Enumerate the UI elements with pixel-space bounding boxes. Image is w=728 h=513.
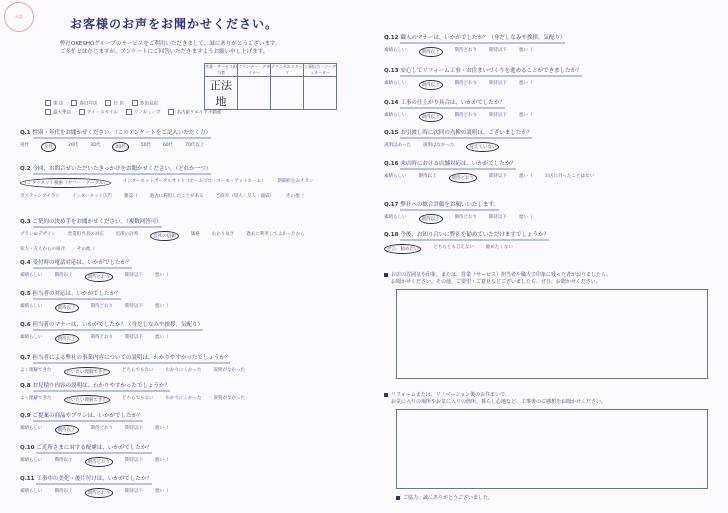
answer-options [384,244,549,254]
answer-option[interactable]: 素晴らしい [20,273,43,278]
answer-option[interactable]: 期待どおり [85,272,114,282]
question-q1 [20,128,211,152]
shop-checkbox[interactable]: リノキューブ [126,109,160,116]
answer-option[interactable]: 期待以上 [55,334,79,344]
question-number: Q.3 [20,219,33,225]
answer-option[interactable]: 悪い（ [155,458,169,463]
answer-option[interactable]: 悪い（ [155,335,169,340]
answer-option[interactable]: 男性 [20,143,29,148]
question-text: ご提案の商品やプランは、いかがでしたか？ [33,413,143,422]
answer-options [384,142,532,152]
answer-options [20,488,169,498]
answer-option[interactable]: 悪い（ [519,215,533,220]
shop-checkbox[interactable]: 春日井店 [71,100,97,107]
question-q5 [20,289,169,313]
answer-option[interactable]: 40代 [112,142,128,152]
question-number: Q.17 [384,202,401,208]
question-text: 職人のマナーは、いかがでしたか？（身だしなみや挨拶、気配り） [400,35,565,44]
answer-option[interactable]: 期待以上 [419,80,443,90]
answer-option[interactable]: その他（ [286,194,305,199]
square-bullet-icon [396,496,400,500]
answer-option[interactable]: 悪い（ [519,113,533,118]
question-number: Q.1 [20,130,33,136]
answer-option[interactable]: 期待どおり [90,335,113,340]
answer-option[interactable]: 期待以下 [125,335,143,340]
shop-checkbox[interactable]: 東 店 [45,100,63,107]
answer-option[interactable]: インターネットポータルサイト（ホームプロ・スーモ・アットホーム） [122,179,266,184]
answer-options [20,367,245,377]
answer-option[interactable]: 期待どおり [454,81,477,86]
answer-option[interactable]: どちらでもない [122,368,154,373]
answer-option[interactable]: 素晴らしい [384,48,407,53]
answer-options [20,178,340,199]
footer-thanks: ご協力、誠にありがとうございました。 [396,494,493,501]
answer-option[interactable]: 素晴らしい [384,215,407,220]
question-q2 [20,164,340,199]
answer-options [20,395,245,405]
answer-option[interactable]: 期待以上 [419,47,443,57]
answer-option[interactable]: 期待どおり [85,457,114,467]
question-text: 担当者による弊社の事業内容についての説明は、わかりやすかったでしょうか？ [33,355,231,364]
answer-option[interactable]: 素晴らしい [384,113,407,118]
answer-option[interactable]: 期待以上 [419,112,443,122]
answer-option[interactable]: 期待以下 [489,48,507,53]
answer-option[interactable]: 期待以下 [125,458,143,463]
answer-option[interactable]: 期待どおり [90,304,113,309]
answer-option[interactable]: 過去に利用したことがある [149,194,204,199]
shop-checkbox[interactable]: 日 店 [105,100,123,107]
staff-cell[interactable] [304,77,337,110]
answer-option[interactable]: 期待以上 [54,273,73,278]
answer-option[interactable]: インターネット広告 [71,194,113,199]
answer-options [384,214,533,224]
answer-option[interactable]: ご紹介（知人・友人・親戚） [215,194,275,199]
answer-option[interactable]: ポスティングチラシ [20,194,60,199]
answer-option[interactable]: 期待どおり [454,215,477,220]
question-number: Q.16 [384,161,401,167]
answer-option[interactable]: 70代以上 [185,143,205,148]
question-number: Q.9 [20,413,33,419]
answer-option[interactable]: 近所の評判 [115,232,139,237]
comment-box-2[interactable] [396,409,708,489]
question-heading [384,200,533,208]
answer-option[interactable]: 悪い（ [155,304,169,309]
question-q3 [20,217,340,252]
answer-option[interactable]: わかりにくかった [165,368,202,373]
answer-option[interactable]: 期待以下 [125,489,143,494]
answer-option[interactable]: よく理解できた [20,368,52,373]
question-heading [384,230,549,238]
answer-options [20,231,340,252]
question-text: 安心してリフォーム工事・お住まいづくりを進めることができましたか？ [400,68,581,77]
question-text: 工事中の美化・後片付けは、いかがでしたか？ [36,476,152,485]
question-number: Q.11 [20,476,37,482]
answer-option[interactable]: わかりにくかった [165,396,202,401]
answer-option[interactable]: 女性 [41,142,56,152]
comment-prompt-2: リフォームまたは、リノベーション後のお住まいで、 お気に入りの場所やお気に入りの箇所、暮らし心地など、工事後のご感想をお聞かせください。 [384,392,606,406]
question-number: Q.6 [20,322,33,328]
question-q10 [20,443,169,467]
answer-options [384,80,582,90]
answer-option[interactable]: どちらとも言えない [433,245,474,250]
answer-option[interactable]: 悪い（ [155,273,169,278]
answer-option[interactable]: 素晴らしい [20,426,43,431]
answer-option[interactable]: わかり易さ [211,232,235,237]
answer-option[interactable]: 期待以上 [54,458,73,463]
question-text: 来店時における店舗対応は、いかがでしたか？ [400,161,516,170]
answer-option[interactable]: 20代 [68,143,79,148]
question-q6 [20,320,203,344]
approval-stamp: 承認 [4,2,34,32]
answer-options [20,425,169,435]
answer-option[interactable]: 勧めたくない [485,245,513,250]
answer-option[interactable]: 期待以下 [489,174,507,179]
question-text: 今後、お知り合いに弊社を勧めていただけますでしょうか？ [400,232,549,241]
question-q8 [20,381,245,405]
answer-option[interactable]: 素晴らしい [20,458,43,463]
staff-header: テクニカルスタッフ [271,64,303,75]
square-bullet-icon [384,393,388,397]
handwritten-name: 正法地 [210,79,232,108]
question-number: Q.2 [20,166,33,172]
answer-option[interactable]: 期待以下 [489,215,507,220]
answer-option[interactable]: お店に行ったことはない [544,174,594,179]
answer-option[interactable]: 期待以下 [125,304,143,309]
question-text: ご契約の決め手をお聞かせください。（複数回答可） [33,219,162,228]
answer-option[interactable]: 期待以上 [55,303,79,313]
question-heading [20,289,169,297]
question-heading [20,217,340,225]
answer-option[interactable]: 期待どおり [449,173,478,183]
answer-options [20,142,211,152]
answer-option[interactable]: 雑誌（ [124,194,138,199]
survey-title: お客様のお声をお聞かせください。 [70,17,279,31]
answer-option[interactable]: 期待以上 [54,489,73,494]
question-number: Q.14 [384,100,401,106]
answer-options [384,112,533,122]
answer-option[interactable]: 素晴らしい [20,304,43,309]
answer-option[interactable]: その他（ [77,247,95,252]
square-bullet-icon [384,273,388,277]
staff-table [204,63,337,110]
question-q18 [384,230,549,254]
answer-option[interactable]: 30代 [90,143,101,148]
question-text: 受付時の電話対応は、いかがでしたか？ [33,260,132,269]
intro-text [60,40,340,56]
question-text: 担当者の対応は、いかがでしたか？ [33,291,121,300]
answer-option[interactable]: よく理解できた [20,396,52,401]
question-number: Q.8 [20,383,33,389]
answer-option[interactable]: 期待どおり [90,426,113,431]
staff-cell[interactable] [238,77,271,110]
answer-option[interactable]: 期待以下 [489,113,507,118]
answer-option[interactable]: 期待どおり [454,48,477,53]
answer-option[interactable]: 期待以下 [125,426,143,431]
question-heading [20,164,340,172]
question-heading [384,159,594,167]
answer-options [20,272,169,282]
question-q12 [384,33,565,57]
question-q9 [20,411,169,435]
answer-option[interactable]: 知人・友人からの紹介 [20,247,65,252]
answer-option[interactable]: 期待以上 [55,425,79,435]
answer-option[interactable]: ぜひ、勧めたい [384,244,421,254]
staff-header: プランナー・デザイナー [238,64,270,75]
comment-prompt-1: お店の雰囲気や印象、または、営業（サービス）担当者や職人で印象に残った者がおりましたら、 お聞かせください。その他、ご要望・ご意見などございましたら、ぜひ、お聞かせください。 [384,272,611,286]
question-number: Q.13 [384,68,401,74]
answer-option[interactable]: 素晴らしい [384,174,407,179]
answer-option[interactable]: 期待どおり [454,113,477,118]
question-heading [20,474,169,482]
question-number: Q.18 [384,232,401,238]
answer-option[interactable]: だいたい理解できた [64,395,111,405]
question-q11 [20,474,169,498]
question-text: 工事の仕上がり具合は、いかがでしたか？ [400,100,505,109]
answer-option[interactable]: 過去に利用してよかったから [246,232,305,237]
question-number: Q.7 [20,355,33,361]
answer-option[interactable]: 悪い（ [519,81,533,86]
intro-line: 弊社OKESHOグループのサービスをご利用いただきまして、誠にありがとうございます。 [60,41,281,47]
answer-option[interactable]: 営業担当者の対応 [67,232,104,237]
answer-option[interactable]: 悪い（ [519,48,533,53]
shop-checkbox[interactable]: 最大季店 [45,109,71,116]
answer-options [384,47,565,57]
question-heading [20,411,169,419]
answer-option[interactable]: 期待以下 [489,81,507,86]
staff-header: 工事担当・コーディネーター [304,64,336,75]
answer-option[interactable]: 素晴らしい [20,489,43,494]
answer-options [20,303,169,313]
answer-option[interactable]: 素晴らしい [384,81,407,86]
question-number: Q.12 [384,35,401,41]
shop-checkbox[interactable]: アイ・スタイル [79,109,118,116]
question-q7 [20,353,245,377]
answer-option[interactable]: だいたい理解できた [64,367,111,377]
shop-checkboxes [45,100,221,117]
answer-option[interactable]: 期待以下 [125,273,143,278]
answer-options [20,457,169,467]
question-heading [20,320,203,328]
answer-option[interactable]: 素晴らしい [20,335,43,340]
staff-header: 営業・サービス担当者 [205,64,237,75]
question-heading [384,66,582,74]
answer-option[interactable]: 価格 [190,232,200,237]
answer-option[interactable]: 説明はなかった [422,143,455,148]
question-q4 [20,258,169,282]
question-text: 弊社への総合評価をお願いいたします。 [400,202,499,211]
answer-option[interactable]: プランorデザイン [20,232,56,237]
comment-box-1[interactable] [396,289,708,379]
answer-option[interactable]: 説明はあった [384,143,411,148]
question-heading [384,128,532,136]
question-text: 担当者のマナーは、いかがでしたか？（身だしなみや挨拶、気配り） [33,322,204,331]
question-q15 [384,128,532,152]
question-heading [20,381,245,389]
answer-option[interactable]: 期待以上 [418,174,437,179]
answer-option[interactable]: どちらでもない [122,396,154,401]
question-q17 [384,200,533,224]
question-heading [20,353,245,361]
question-heading [384,33,565,41]
question-text: 性別・年代をお聞かせください。（このアンケートをご記入いただく方） [33,130,211,139]
answer-options [384,173,594,183]
question-number: Q.15 [384,130,401,136]
answer-option[interactable]: 悪い（ [519,174,533,179]
answer-option[interactable]: 説明がなかった [213,368,245,373]
answer-option[interactable]: 覚えていない [466,142,499,152]
question-q14 [384,98,533,122]
question-heading [384,98,533,106]
answer-option[interactable]: 期待以上 [419,214,443,224]
question-q13 [384,66,582,90]
intro-line: ご多忙とは存じますが、アンケートにご回答いただきますようお願い申し上げます。 [60,49,269,55]
question-number: Q.5 [20,291,33,297]
answer-option[interactable]: 期待どおり [85,488,114,498]
question-text: 今回、お問合せいただいたきっかけをお聞かせください。（どれか一つ） [33,166,212,175]
question-q16 [384,159,594,183]
answer-option[interactable]: 会社の信頼 [150,231,179,241]
answer-option[interactable]: インターネット検索（ヤフー・グーグル） [20,178,111,188]
answer-options [20,334,203,344]
shop-checkbox[interactable]: 多治見店 [132,100,158,107]
answer-option[interactable]: 悪い（ [155,489,169,494]
answer-option[interactable]: 説明がなかった [213,396,245,401]
answer-option[interactable]: 50代 [140,143,151,148]
shop-checkbox[interactable]: 名古屋リエイド不動産 [168,109,221,116]
answer-option[interactable]: 悪い（ [155,426,169,431]
answer-option[interactable]: 新聞折込みチラシ [277,179,314,184]
question-text: ご近所さまに対する配慮は、いかがでしたか？ [36,445,152,454]
question-heading [20,443,169,451]
question-heading [20,128,211,136]
question-heading [20,258,169,266]
staff-cell[interactable] [271,77,304,110]
question-text: お見積り内容の説明は、わかりやすかったでしょうか？ [33,383,171,392]
answer-option[interactable]: 60代 [162,143,174,148]
question-number: Q.4 [20,260,33,266]
question-text: お引渡し時に次回の点検の説明は、ございましたか？ [400,130,532,139]
question-number: Q.10 [20,445,37,451]
